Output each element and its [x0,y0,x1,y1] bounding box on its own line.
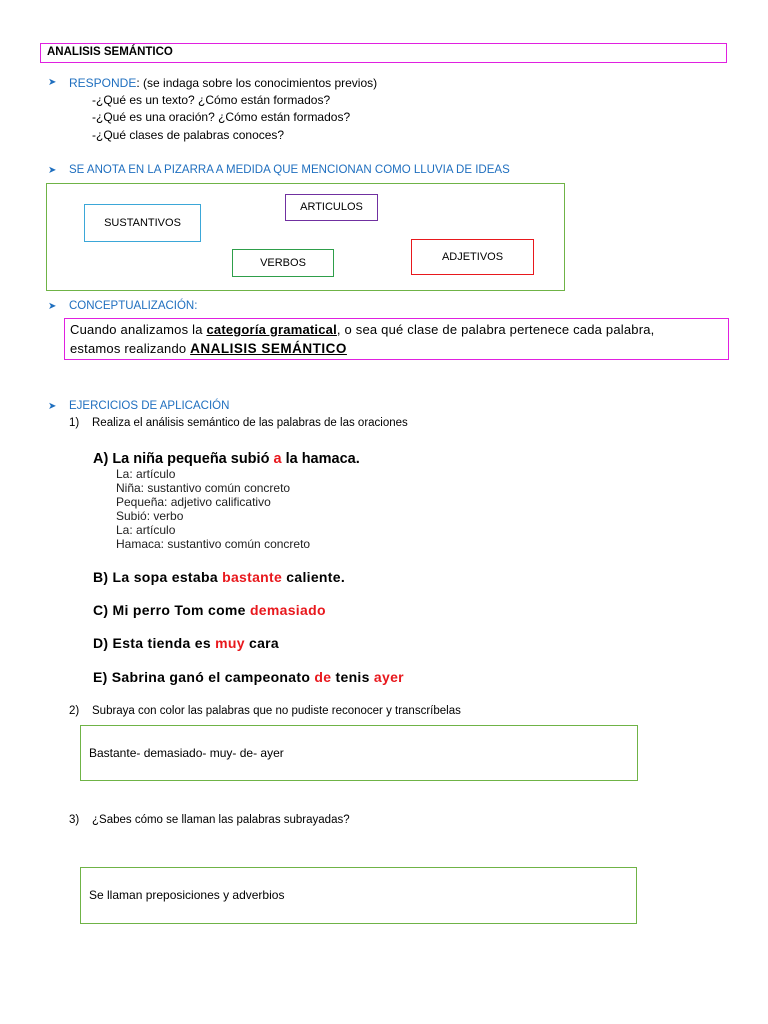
sentence-text: B) La sopa estaba [93,569,223,585]
sentence-text: caliente. [282,569,346,585]
answer-box-2 [80,725,638,781]
item-3-number: 3) [69,814,80,826]
item-1-text: Realiza el análisis semántico de las palabras de las oraciones [92,417,408,429]
item-2-text: Subraya con color las palabras que no pudiste reconocer y transcríbelas [92,705,461,717]
concept-line-2 [70,341,347,356]
sentence-b [93,569,345,585]
sentence-text: tenis [331,669,374,685]
word-adjetivos: ADJETIVOS [441,251,504,263]
pizarra-heading: SE ANOTA EN LA PIZARRA A MEDIDA QUE MENCIONAN COMO LLUVIA DE IDEAS [69,164,510,176]
concept-text: estamos realizando [70,341,191,356]
analysis-item: Subió: verbo [116,509,184,523]
sentence-text: D) Esta tienda es [93,635,216,651]
sentence-c [93,602,326,618]
analysis-item: La: artículo [116,523,176,537]
ejercicios-heading: EJERCICIOS DE APLICACIÓN [69,400,230,412]
concept-term-categoria: categoría gramatical [206,322,337,337]
word-box-articulos [285,194,378,221]
analysis-item: Niña: sustantivo común concreto [116,481,291,495]
sentence-d [93,635,279,651]
highlight-word: a [273,451,282,467]
bullet-arrow-icon: ➤ [48,401,57,412]
question-1: -¿Qué es un texto? ¿Cómo están formados? [92,93,331,107]
highlight-word: ayer [373,669,404,685]
sentence-a [93,451,360,467]
question-3: -¿Qué clases de palabras conoces? [92,128,285,142]
analysis-item: Pequeña: adjetivo calificativo [116,495,271,509]
highlight-word: muy [215,635,245,651]
responde-rest: : (se indaga sobre los conocimientos previos) [136,76,378,90]
responde-line [69,76,377,90]
bullet-arrow-icon: ➤ [48,165,57,176]
concept-box [64,318,729,360]
word-box-verbos [232,249,334,277]
highlight-word: bastante [222,569,283,585]
sentence-text: C) Mi perro Tom come [93,602,250,618]
brainstorm-box [46,183,565,291]
highlight-word: demasiado [249,602,326,618]
word-verbos: VERBOS [260,257,306,269]
page-title: ANALISIS SEMÁNTICO [47,46,173,58]
item-1-number: 1) [69,417,80,429]
word-box-adjetivos [411,239,534,275]
answer-box-3 [80,867,637,924]
question-2: -¿Qué es una oración? ¿Cómo están formados? [92,110,351,124]
bullet-arrow-icon: ➤ [48,301,57,312]
answer-3-text: Se llaman preposiciones y adverbios [89,888,285,902]
word-sustantivos: SUSTANTIVOS [104,217,181,229]
analysis-item: Hamaca: sustantivo común concreto [116,537,311,551]
bullet-arrow-icon: ➤ [48,77,57,88]
sentence-text: cara [244,635,279,651]
sentence-text: A) La niña pequeña subió [93,451,274,467]
word-articulos: ARTICULOS [300,201,363,213]
sentence-text: E) Sabrina ganó el campeonato [93,669,315,685]
answer-2-text: Bastante- demasiado- muy- de- ayer [89,746,284,760]
concept-heading: CONCEPTUALIZACIÓN: [69,300,198,312]
item-3-text: ¿Sabes cómo se llaman las palabras subrayadas? [92,814,350,826]
concept-text: Cuando analizamos la [70,322,207,337]
concept-term-analisis: ANALISIS SEMÁNTICO [190,341,347,356]
sentence-text: la hamaca. [281,451,360,467]
analysis-item: La: artículo [116,467,176,481]
concept-text: , o sea qué clase de palabra pertenece cada palabra, [336,322,655,337]
item-2-number: 2) [69,705,80,717]
highlight-word: de [314,669,332,685]
concept-line-1 [70,322,654,337]
word-box-sustantivos [84,204,201,242]
responde-label: RESPONDE [69,76,137,90]
sentence-e [93,669,404,685]
title-box [40,43,727,63]
analysis-list [116,467,310,551]
